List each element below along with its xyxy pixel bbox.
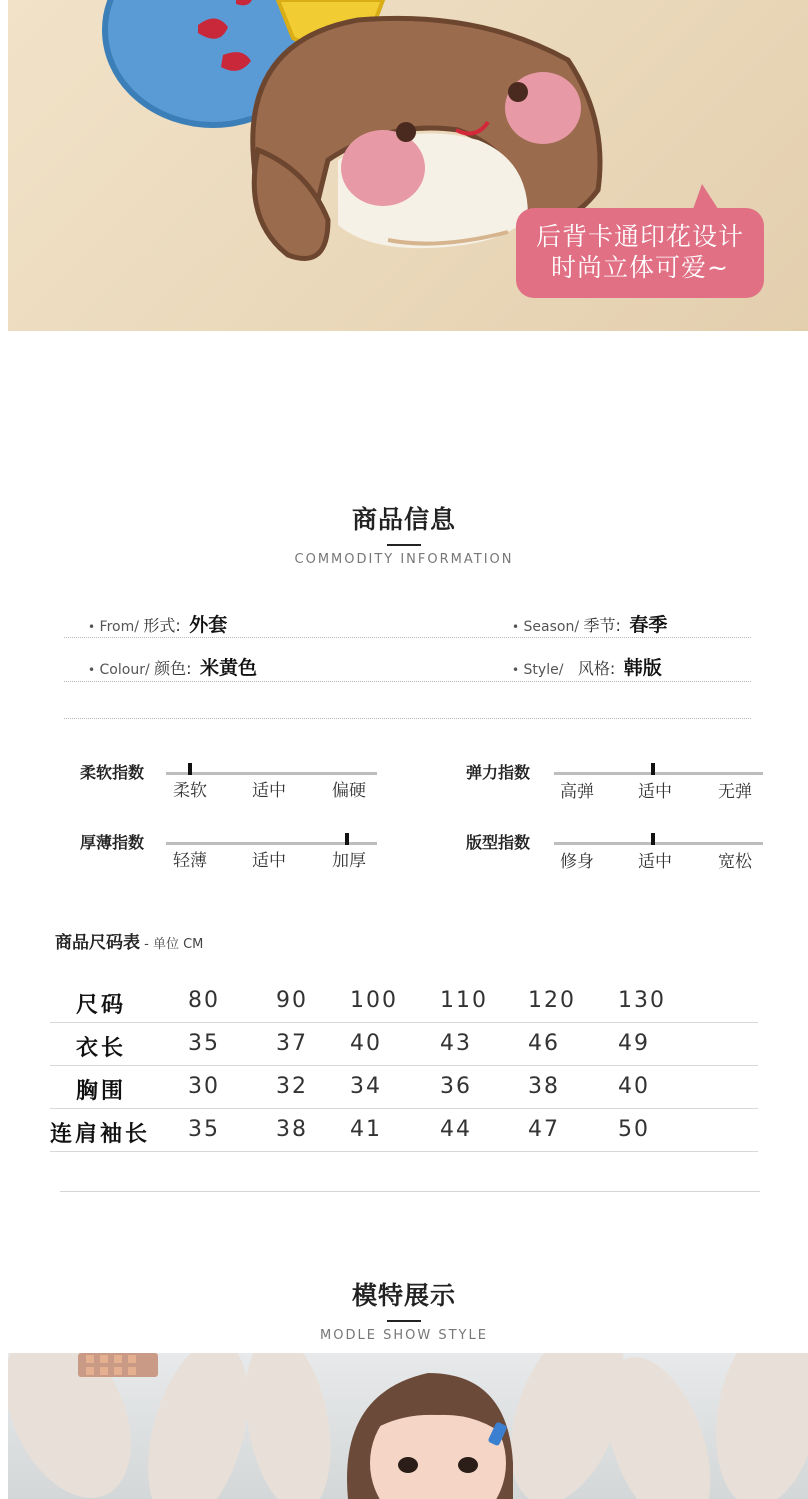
section-divider <box>60 1191 760 1192</box>
index-option: 高弹 <box>560 782 594 802</box>
table-cell: 80 <box>188 988 220 1013</box>
index-option: 适中 <box>252 781 286 801</box>
table-cell: 36 <box>440 1074 472 1099</box>
commodity-info-title: 商品信息 <box>351 505 456 534</box>
attr-form-label: From/ <box>99 619 139 635</box>
index-marker <box>651 763 655 775</box>
table-cell: 120 <box>528 988 576 1013</box>
elasticity-index-label: 弹力指数 <box>466 763 531 782</box>
fit-index-label: 版型指数 <box>466 833 531 852</box>
attr-season-value: 春季 <box>629 614 668 636</box>
thickness-index-label: 厚薄指数 <box>80 833 145 852</box>
table-cell: 47 <box>528 1117 560 1142</box>
row-label: 连肩袖长 <box>50 1122 151 1147</box>
attr-season-label: Season/ <box>523 619 580 635</box>
attr-style-value: 韩版 <box>623 657 662 679</box>
commodity-info-heading <box>0 500 808 567</box>
attr-colour-value: 米黄色 <box>200 657 258 679</box>
model-photo <box>8 1353 808 1499</box>
table-cell: 32 <box>276 1074 308 1099</box>
attr-form-value: 外套 <box>189 614 228 636</box>
thickness-index <box>80 830 400 890</box>
index-marker <box>188 763 192 775</box>
index-option: 柔软 <box>173 781 207 801</box>
model-photo-scene <box>8 1353 808 1499</box>
index-option: 轻薄 <box>173 851 207 871</box>
dotted-divider <box>64 637 751 638</box>
index-track <box>554 772 763 775</box>
heading-underline <box>387 1320 421 1322</box>
table-cell: 40 <box>618 1074 650 1099</box>
elasticity-index <box>466 760 786 820</box>
softness-index <box>80 760 400 820</box>
index-option: 宽松 <box>718 852 752 872</box>
bubble-tail <box>692 184 720 212</box>
index-option: 适中 <box>638 852 672 872</box>
bullet-icon: • <box>512 620 520 634</box>
index-option: 适中 <box>638 782 672 802</box>
attr-season <box>512 610 667 637</box>
table-cell: 40 <box>350 1031 382 1056</box>
feature-callout-bubble <box>516 208 764 298</box>
index-option: 加厚 <box>332 851 366 871</box>
table-cell: 90 <box>276 988 308 1013</box>
index-option: 修身 <box>560 852 594 872</box>
table-cell: 41 <box>350 1117 382 1142</box>
bullet-icon: • <box>88 663 96 677</box>
attr-colour-label: Colour/ <box>99 662 150 678</box>
table-cell: 100 <box>350 988 398 1013</box>
index-option: 偏硬 <box>332 781 366 801</box>
row-label: 衣长 <box>76 1036 127 1061</box>
table-cell: 37 <box>276 1031 308 1056</box>
table-cell: 34 <box>350 1074 382 1099</box>
size-table-title <box>55 928 203 953</box>
attr-style <box>512 653 662 680</box>
size-table-unit: - 单位 CM <box>140 937 204 952</box>
table-cell: 30 <box>188 1074 220 1099</box>
attr-form-key: 形式: <box>143 616 181 635</box>
table-cell: 35 <box>188 1117 220 1142</box>
size-table-title-text: 商品尺码表 <box>55 933 140 953</box>
softness-index-label: 柔软指数 <box>80 763 145 782</box>
fit-index <box>466 830 786 890</box>
embroidery-detail-photo <box>8 0 808 331</box>
table-cell: 43 <box>440 1031 472 1056</box>
attr-season-key: 季节: <box>583 616 621 635</box>
index-marker <box>345 833 349 845</box>
attr-colour-key: 颜色: <box>154 659 192 678</box>
attr-colour <box>88 653 257 680</box>
model-show-title: 模特展示 <box>351 1281 456 1310</box>
bubble-line-2: 时尚立体可爱~ <box>551 253 729 282</box>
table-cell: 38 <box>528 1074 560 1099</box>
index-marker <box>651 833 655 845</box>
commodity-info-subtitle: COMMODITY INFORMATION <box>294 552 514 567</box>
bubble-line-1: 后背卡通印花设计 <box>535 222 744 251</box>
index-option: 适中 <box>252 851 286 871</box>
bullet-icon: • <box>512 663 520 677</box>
table-row <box>50 1109 758 1152</box>
dotted-divider <box>64 718 751 719</box>
table-cell: 130 <box>618 988 666 1013</box>
model-show-subtitle: MODLE SHOW STYLE <box>320 1328 488 1343</box>
row-label: 尺码 <box>76 993 127 1018</box>
attr-form <box>88 610 227 637</box>
index-track <box>166 772 377 775</box>
table-cell: 35 <box>188 1031 220 1056</box>
table-row <box>50 1066 758 1109</box>
table-cell: 38 <box>276 1117 308 1142</box>
index-track <box>554 842 763 845</box>
table-cell: 49 <box>618 1031 650 1056</box>
table-cell: 44 <box>440 1117 472 1142</box>
table-row <box>50 980 758 1023</box>
table-row <box>50 1023 758 1066</box>
attr-style-key: 风格: <box>577 659 616 678</box>
table-cell: 46 <box>528 1031 560 1056</box>
row-label: 胸围 <box>76 1079 127 1104</box>
model-show-heading <box>0 1276 808 1343</box>
heading-underline <box>387 544 421 546</box>
dotted-divider <box>64 681 751 682</box>
index-option: 无弹 <box>718 782 752 802</box>
bullet-icon: • <box>88 620 96 634</box>
attr-style-label: Style/ <box>523 662 564 678</box>
table-cell: 110 <box>440 988 488 1013</box>
table-cell: 50 <box>618 1117 650 1142</box>
